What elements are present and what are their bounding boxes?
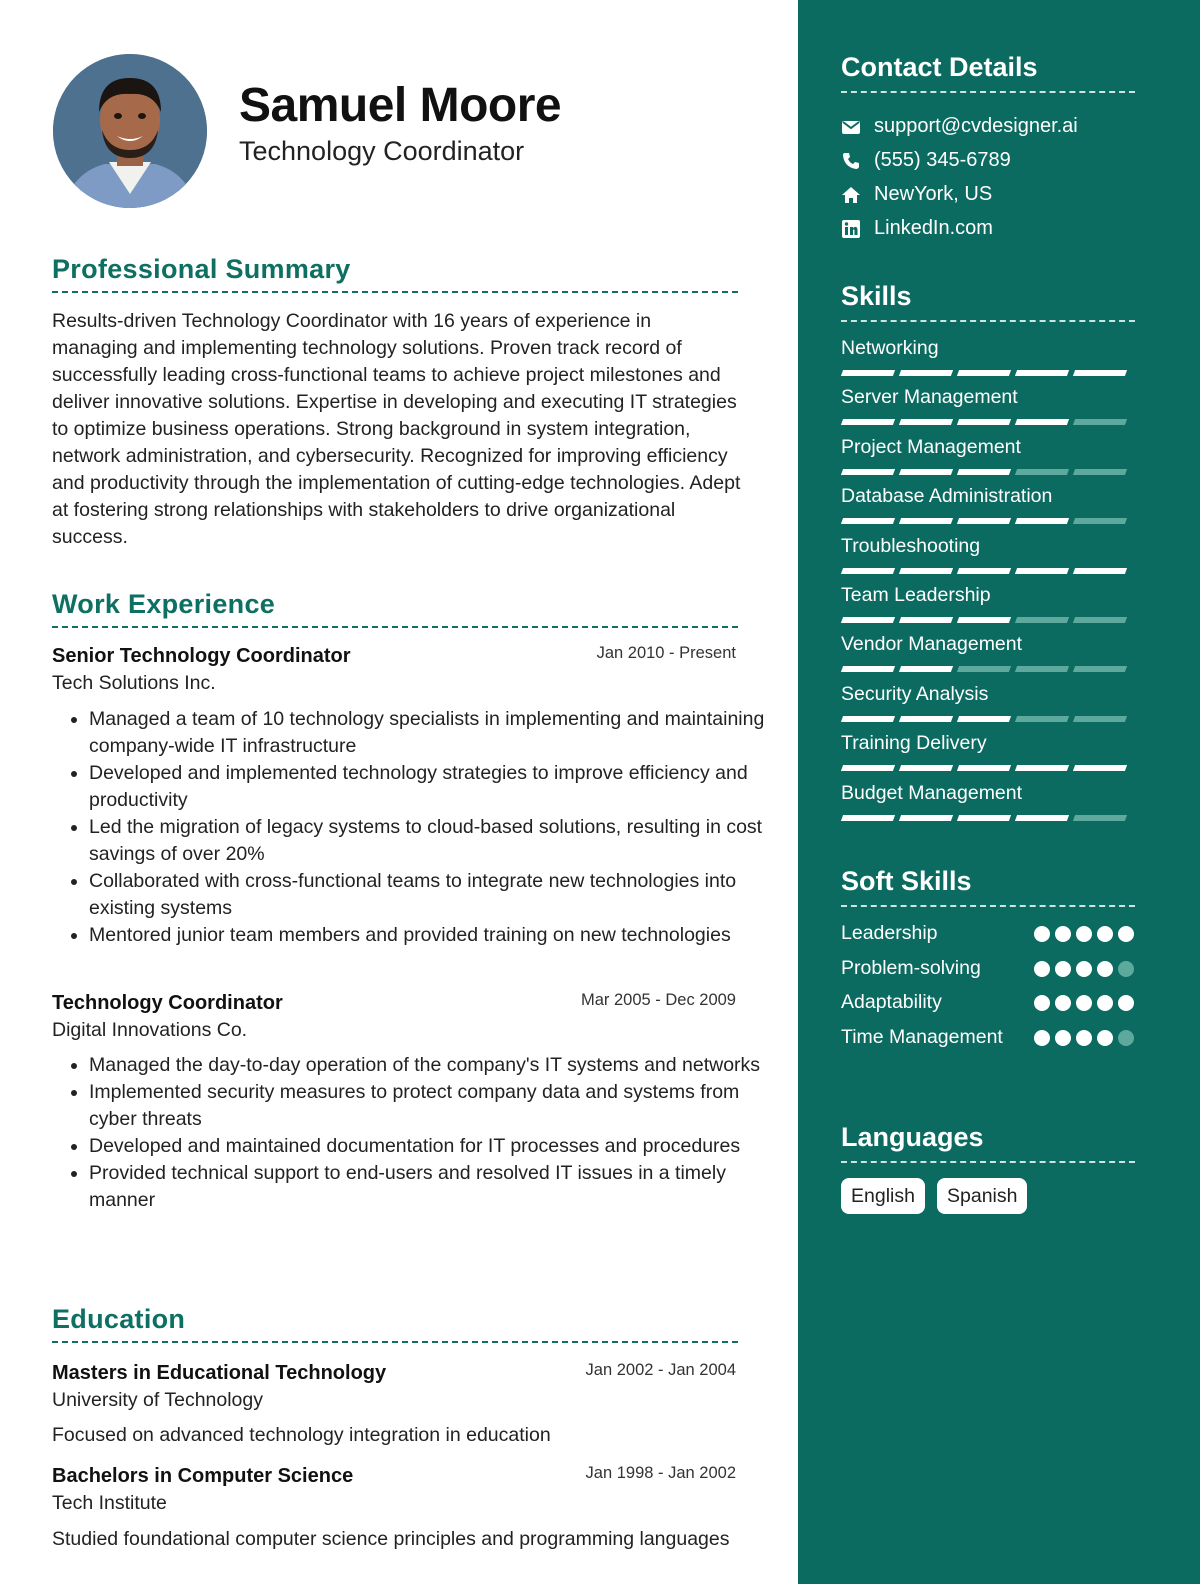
rating-dot-filled — [1097, 1030, 1113, 1046]
degree-date: Jan 2002 - Jan 2004 — [585, 1361, 736, 1379]
skill-level-bars — [842, 815, 1136, 821]
rating-dot-filled — [1076, 995, 1092, 1011]
rating-dot-filled — [1055, 995, 1071, 1011]
skill-bar-filled — [1015, 419, 1069, 425]
summary-text: Results-driven Technology Coordinator with 16 years of experience in managing and implementing technology solutions. Proven track record of successfully leading cross-functional teams to achieve project milestones and deliver innovative solutions. Expertise in developing and executing IT strategies to optimize business operations. Strong background in system integration, network administration, and cybersecurity. Recognized for improving efficiency and productivity through the implementation of cutting-edge technologies. Adept at fostering strong relationships with stakeholders to drive organizational success. — [52, 310, 741, 548]
skill-bar-filled — [841, 815, 895, 821]
skill-bar-filled — [899, 370, 953, 376]
skill-bar-filled — [1073, 765, 1127, 771]
rating-dot-filled — [1097, 961, 1113, 977]
skill-label: Team Leadership — [841, 584, 991, 606]
rating-dot-empty — [1118, 961, 1134, 977]
contact-location — [841, 183, 992, 206]
soft-skill-rating — [1034, 961, 1134, 977]
soft-skill-rating — [1034, 926, 1134, 942]
sidebar — [798, 0, 1200, 1584]
skill-level-bars — [842, 617, 1136, 623]
skill-bar-filled — [899, 666, 953, 672]
skill-bar-filled — [899, 518, 953, 524]
skill-bar-filled — [957, 716, 1011, 722]
skill-level-bars — [842, 419, 1136, 425]
summary-heading: Professional Summary — [52, 254, 738, 293]
skill-bar-filled — [1015, 765, 1069, 771]
list-item: • Implemented security measures to protect company data and systems from cyber threats — [89, 1079, 779, 1133]
rating-dot-filled — [1118, 926, 1134, 942]
contact-email[interactable] — [841, 115, 1078, 138]
skill-label: Server Management — [841, 386, 1018, 409]
linkedin-text: LinkedIn.com — [874, 217, 993, 239]
school-name: University of Technology — [52, 1389, 263, 1411]
skill-bar-filled — [841, 518, 895, 524]
rating-dot-filled — [1097, 995, 1113, 1011]
skill-bar-filled — [841, 419, 895, 425]
skill-bar-empty — [1073, 469, 1127, 475]
list-item: • Managed the day-to-day operation of the company's IT systems and networks — [89, 1052, 779, 1079]
skill-level-bars — [842, 370, 1136, 376]
list-item: • Collaborated with cross-functional teams to integrate new technologies into existing systems — [89, 868, 779, 922]
list-item: • Led the migration of legacy systems to cloud-based solutions, resulting in cost savings of over 20% — [89, 814, 779, 868]
skill-level-bars — [842, 716, 1136, 722]
skill-bar-filled — [957, 469, 1011, 475]
rating-dot-filled — [1118, 995, 1134, 1011]
skill-bar-empty — [1073, 666, 1127, 672]
degree-description: Focused on advanced technology integration in education — [52, 1424, 551, 1446]
education-heading: Education — [52, 1304, 738, 1343]
envelope-icon — [841, 117, 861, 137]
skill-bar-filled — [841, 617, 895, 623]
skill-label: Budget Management — [841, 781, 1023, 804]
job-date: Jan 2010 - Present — [596, 644, 736, 662]
language-badge: Spanish — [937, 1178, 1027, 1214]
skill-bar-filled — [957, 765, 1011, 771]
job-title: Technology Coordinator — [52, 992, 283, 1014]
skill-bar-filled — [899, 568, 953, 574]
skill-bar-filled — [957, 370, 1011, 376]
skill-bar-filled — [957, 617, 1011, 623]
list-item: • Mentored junior team members and provided training on new technologies — [89, 922, 779, 949]
skill-bar-filled — [1015, 370, 1069, 376]
skill-bar-empty — [1073, 716, 1127, 722]
skill-bar-filled — [1073, 568, 1127, 574]
soft-skill-label: Time Management — [841, 1026, 1003, 1048]
skill-bar-empty — [1015, 716, 1069, 722]
list-item: • Managed a team of 10 technology specialists in implementing and maintaining company-wide IT infrastructure — [89, 706, 779, 760]
skill-level-bars — [842, 518, 1136, 524]
skill-label: Training Delivery — [841, 732, 987, 755]
rating-dot-filled — [1055, 926, 1071, 942]
school-name: Tech Institute — [52, 1492, 167, 1514]
rating-dot-filled — [1055, 961, 1071, 977]
degree-date: Jan 1998 - Jan 2002 — [585, 1464, 736, 1482]
list-item: • Provided technical support to end-users and resolved IT issues in a timely manner — [89, 1160, 779, 1214]
location-text: NewYork, US — [874, 183, 993, 205]
rating-dot-filled — [1034, 961, 1050, 977]
skill-bar-filled — [1015, 568, 1069, 574]
soft-skill-label: Leadership — [841, 922, 938, 944]
skill-label: Vendor Management — [841, 633, 1023, 656]
skill-bar-filled — [899, 815, 953, 821]
degree-description: Studied foundational computer science principles and programming languages — [52, 1528, 730, 1550]
skill-bar-empty — [1073, 518, 1127, 524]
skill-bar-empty — [1015, 617, 1069, 623]
skill-bar-empty — [1073, 815, 1127, 821]
skill-bar-empty — [1015, 469, 1069, 475]
skill-bar-filled — [1015, 815, 1069, 821]
skill-bar-filled — [899, 765, 953, 771]
soft-skill-rating — [1034, 995, 1134, 1011]
skill-label: Project Management — [841, 435, 1021, 458]
skill-level-bars — [842, 568, 1136, 574]
contact-heading: Contact Details — [841, 52, 1135, 93]
skill-bar-filled — [841, 568, 895, 574]
contact-phone[interactable] — [841, 149, 1011, 172]
job-company: Tech Solutions Inc. — [52, 672, 216, 694]
skill-bar-filled — [841, 765, 895, 771]
list-item: • Developed and implemented technology strategies to improve efficiency and productivity — [89, 760, 779, 814]
skill-bar-filled — [1015, 518, 1069, 524]
skill-bar-filled — [841, 370, 895, 376]
language-badge: English — [841, 1178, 925, 1214]
soft-skill-rating — [1034, 1030, 1134, 1046]
skill-bar-filled — [899, 469, 953, 475]
rating-dot-filled — [1055, 1030, 1071, 1046]
skill-level-bars — [842, 469, 1136, 475]
skill-label: Troubleshooting — [841, 534, 981, 557]
languages-heading: Languages — [841, 1122, 1135, 1163]
rating-dot-filled — [1034, 1030, 1050, 1046]
skill-level-bars — [842, 666, 1136, 672]
skill-bar-empty — [1073, 617, 1127, 623]
home-icon — [841, 185, 861, 205]
linkedin-icon — [841, 219, 861, 239]
skill-bar-filled — [841, 469, 895, 475]
candidate-title: Technology Coordinator — [239, 136, 525, 166]
soft-skill-label: Problem-solving — [841, 957, 981, 979]
job-bullets — [52, 1052, 779, 1214]
soft-skills-heading: Soft Skills — [841, 866, 1135, 907]
skills-heading: Skills — [841, 281, 1135, 322]
experience-heading: Work Experience — [52, 589, 738, 628]
skill-level-bars — [842, 765, 1136, 771]
skill-bar-empty — [1073, 419, 1127, 425]
rating-dot-filled — [1034, 926, 1050, 942]
phone-icon — [841, 151, 861, 171]
job-date: Mar 2005 - Dec 2009 — [580, 991, 736, 1009]
skill-bar-filled — [841, 716, 895, 722]
skill-bar-filled — [899, 419, 953, 425]
skill-label: Security Analysis — [841, 682, 989, 705]
skill-bar-filled — [899, 716, 953, 722]
soft-skill-label: Adaptability — [841, 991, 942, 1013]
skill-label: Networking — [841, 337, 939, 359]
skill-bar-filled — [1073, 370, 1127, 376]
rating-dot-filled — [1076, 961, 1092, 977]
skill-bar-filled — [957, 518, 1011, 524]
skill-bar-filled — [957, 568, 1011, 574]
rating-dot-filled — [1076, 1030, 1092, 1046]
skill-bar-filled — [957, 815, 1011, 821]
rating-dot-filled — [1076, 926, 1092, 942]
contact-linkedin[interactable] — [841, 217, 993, 240]
avatar — [53, 54, 207, 208]
skill-label: Database Administration — [841, 485, 1053, 508]
degree-title: Masters in Educational Technology — [52, 1362, 387, 1384]
job-title: Senior Technology Coordinator — [52, 645, 351, 667]
rating-dot-filled — [1034, 995, 1050, 1011]
candidate-name: Samuel Moore — [239, 79, 562, 132]
job-company: Digital Innovations Co. — [52, 1019, 248, 1041]
rating-dot-filled — [1097, 926, 1113, 942]
skill-bar-filled — [957, 419, 1011, 425]
list-item: • Developed and maintained documentation for IT processes and procedures — [89, 1133, 779, 1160]
rating-dot-empty — [1118, 1030, 1134, 1046]
skill-bar-filled — [841, 666, 895, 672]
skill-bar-empty — [1015, 666, 1069, 672]
degree-title: Bachelors in Computer Science — [52, 1465, 354, 1487]
phone-text: (555) 345-6789 — [874, 149, 1011, 171]
job-bullets — [52, 706, 779, 949]
skill-bar-empty — [957, 666, 1011, 672]
skill-bar-filled — [899, 617, 953, 623]
email-text: support@cvdesigner.ai — [874, 115, 1078, 137]
